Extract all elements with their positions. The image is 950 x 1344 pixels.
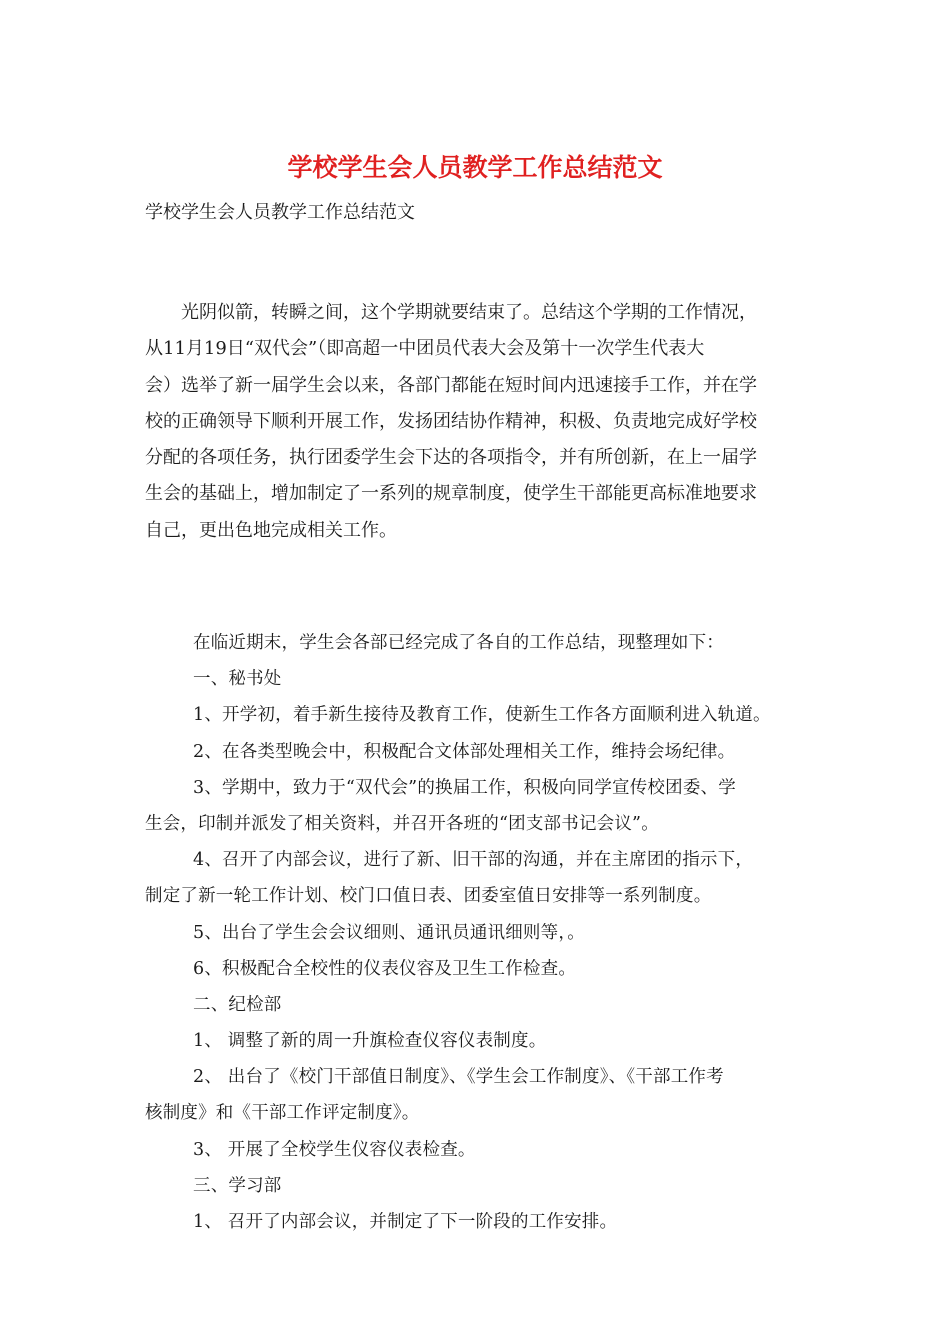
intro-paragraph <box>145 295 810 549</box>
section-heading-discipline: 二、纪检部 <box>193 994 282 1015</box>
list-item: 1、 调整了新的周一升旗检查仪容仪表制度。 <box>193 1031 547 1052</box>
section-heading-secretariat: 一、秘书处 <box>193 669 282 690</box>
list-item: 2、在各类型晚会中，积极配合文体部处理相关工作，维持会场纪律。 <box>193 741 736 762</box>
section-heading-study: 三、学习部 <box>193 1175 282 1196</box>
list-item: 4、召开了内部会议，进行了新、旧干部的沟通，并在主席团的指示下， <box>193 850 754 871</box>
paragraph-line: 校的正确领导下顺利开展工作，发扬团结协作精神，积极、负责地完成好学校 <box>145 410 757 432</box>
summary-body <box>145 625 815 1240</box>
document-subtitle: 学校学生会人员教学工作总结范文 <box>145 202 415 223</box>
list-item: 2、 出台了《校门干部值日制度》、《学生会工作制度》、《干部工作考 <box>193 1067 724 1088</box>
body-line: 在临近期末，学生会各部已经完成了各自的工作总结，现整理如下： <box>193 633 724 653</box>
paragraph-line: 自己，更出色地完成相关工作。 <box>145 519 397 541</box>
list-item: 5、出台了学生会会议细则、通讯员通讯细则等，。 <box>193 922 585 943</box>
list-item: 3、 开展了全校学生仪容仪表检查。 <box>193 1139 476 1160</box>
document-title: 学校学生会人员教学工作总结范文 <box>287 153 663 182</box>
list-item-continuation: 核制度》和《干部工作评定制度》。 <box>145 1103 420 1124</box>
list-item-continuation: 生会，印制并派发了相关资料，并召开各班的“团支部书记会议”。 <box>145 813 659 834</box>
paragraph-line: 从11月19日“双代会”（即高超一中团员代表大会及第十一次学生代表大 <box>145 338 705 360</box>
list-item-continuation: 制定了新一轮工作计划、校门口值日表、团委室值日安排等一系列制度。 <box>145 886 712 907</box>
list-item: 1、 召开了内部会议，并制定了下一阶段的工作安排。 <box>193 1212 618 1232</box>
list-item: 6、积极配合全校性的仪表仪容及卫生工作检查。 <box>193 958 577 979</box>
list-item: 3、学期中，致力于“双代会”的换届工作，积极向同学宣传校团委、学 <box>193 777 736 798</box>
list-item: 1、开学初，着手新生接待及教育工作，使新生工作各方面顺利进入轨道。 <box>193 705 771 726</box>
paragraph-line: 会）选举了新一届学生会以来，各部门都能在短时间内迅速接手工作，并在学 <box>145 374 757 396</box>
paragraph-line: 光阴似箭，转瞬之间，这个学期就要结束了。总结这个学期的工作情况， <box>181 302 757 323</box>
paragraph-line: 分配的各项任务，执行团委学生会下达的各项指令，并有所创新，在上一届学 <box>145 447 757 469</box>
paragraph-line: 生会的基础上，增加制定了一系列的规章制度，使学生干部能更高标准地要求 <box>145 483 757 505</box>
